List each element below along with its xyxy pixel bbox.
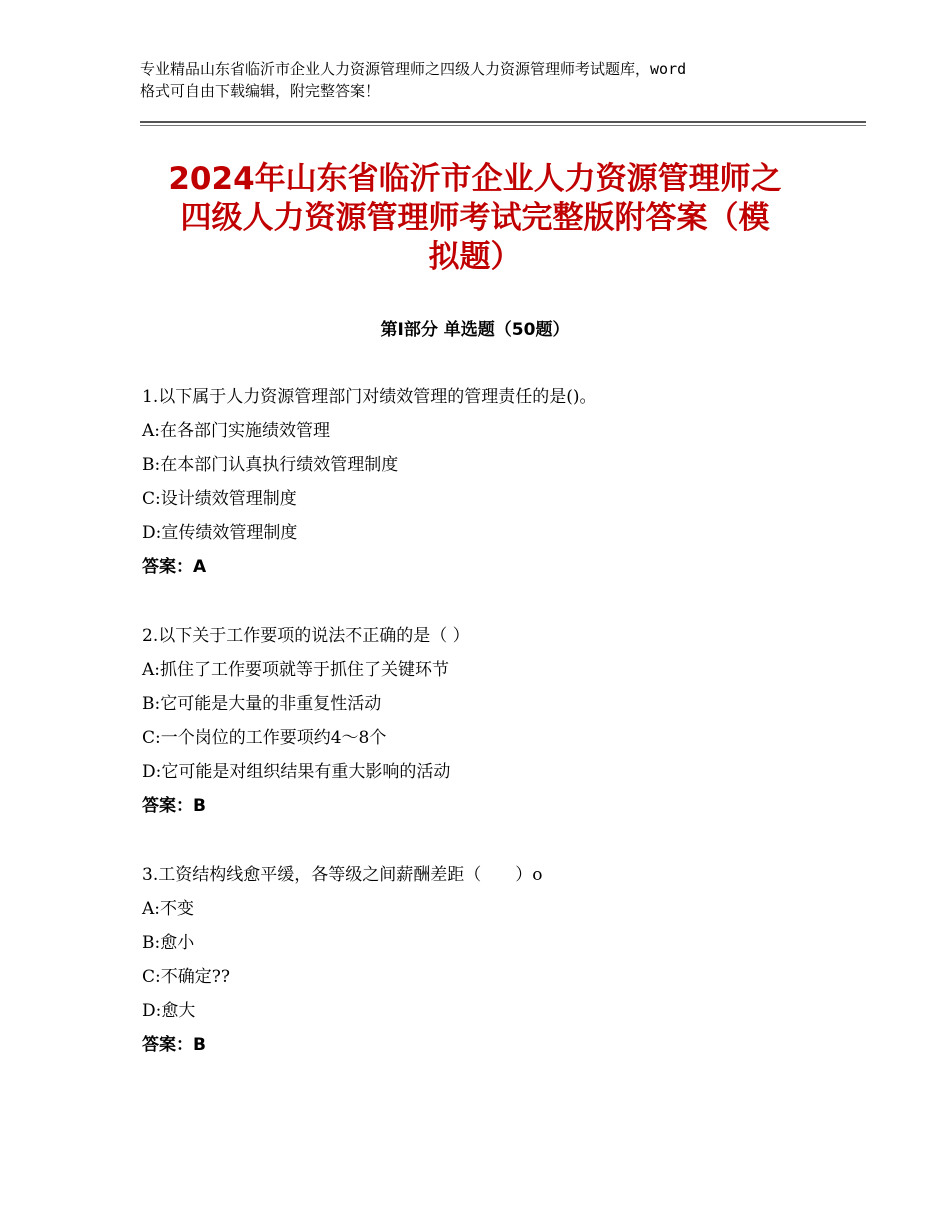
- question-block: [142, 380, 862, 584]
- answer-line: 答案：B: [142, 1035, 206, 1055]
- header-divider-thin: [140, 125, 866, 126]
- answer-line: 答案：A: [142, 557, 207, 577]
- option-d: D:宣传绩效管理制度: [142, 523, 298, 543]
- question-block: [142, 858, 862, 1062]
- option-b: B:它可能是大量的非重复性活动: [142, 694, 382, 714]
- option-d: D:它可能是对组织结果有重大影响的活动: [142, 762, 451, 782]
- title-line-3: 拟题）: [428, 239, 522, 275]
- header-note-line-1: 专业精品山东省临沂市企业人力资源管理师之四级人力资源管理师考试题库，word: [140, 60, 687, 78]
- option-a: A:抓住了工作要项就等于抓住了关键环节: [142, 660, 450, 680]
- option-d: D:愈大: [142, 1001, 196, 1021]
- option-a: A:在各部门实施绩效管理: [142, 421, 331, 441]
- option-a: A:不变: [142, 899, 195, 919]
- option-c: C:不确定??: [142, 967, 230, 987]
- question-block: [142, 619, 862, 823]
- header-note: [140, 58, 840, 102]
- section-heading: 第Ⅰ部分 单选题（50题）: [380, 320, 570, 340]
- option-b: B:在本部门认真执行绩效管理制度: [142, 455, 399, 475]
- answer-line: 答案：B: [142, 796, 206, 816]
- header-divider-thick: [140, 121, 866, 123]
- question-stem: 2.以下关于工作要项的说法不正确的是（ ）: [142, 626, 470, 646]
- title-line-1: 2024年山东省临沂市企业人力资源管理师之: [168, 161, 782, 197]
- header-note-line-2: 格式可自由下载编辑，附完整答案！: [140, 82, 381, 100]
- document-title: [100, 160, 850, 277]
- option-c: C:一个岗位的工作要项约4～8个: [142, 728, 387, 748]
- option-c: C:设计绩效管理制度: [142, 489, 297, 509]
- question-stem: 3.工资结构线愈平缓，各等级之间薪酬差距（ ）o: [142, 865, 543, 885]
- question-stem: 1.以下属于人力资源管理部门对绩效管理的管理责任的是()。: [142, 387, 597, 407]
- option-b: B:愈小: [142, 933, 195, 953]
- title-line-2: 四级人力资源管理师考试完整版附答案（模: [180, 200, 770, 236]
